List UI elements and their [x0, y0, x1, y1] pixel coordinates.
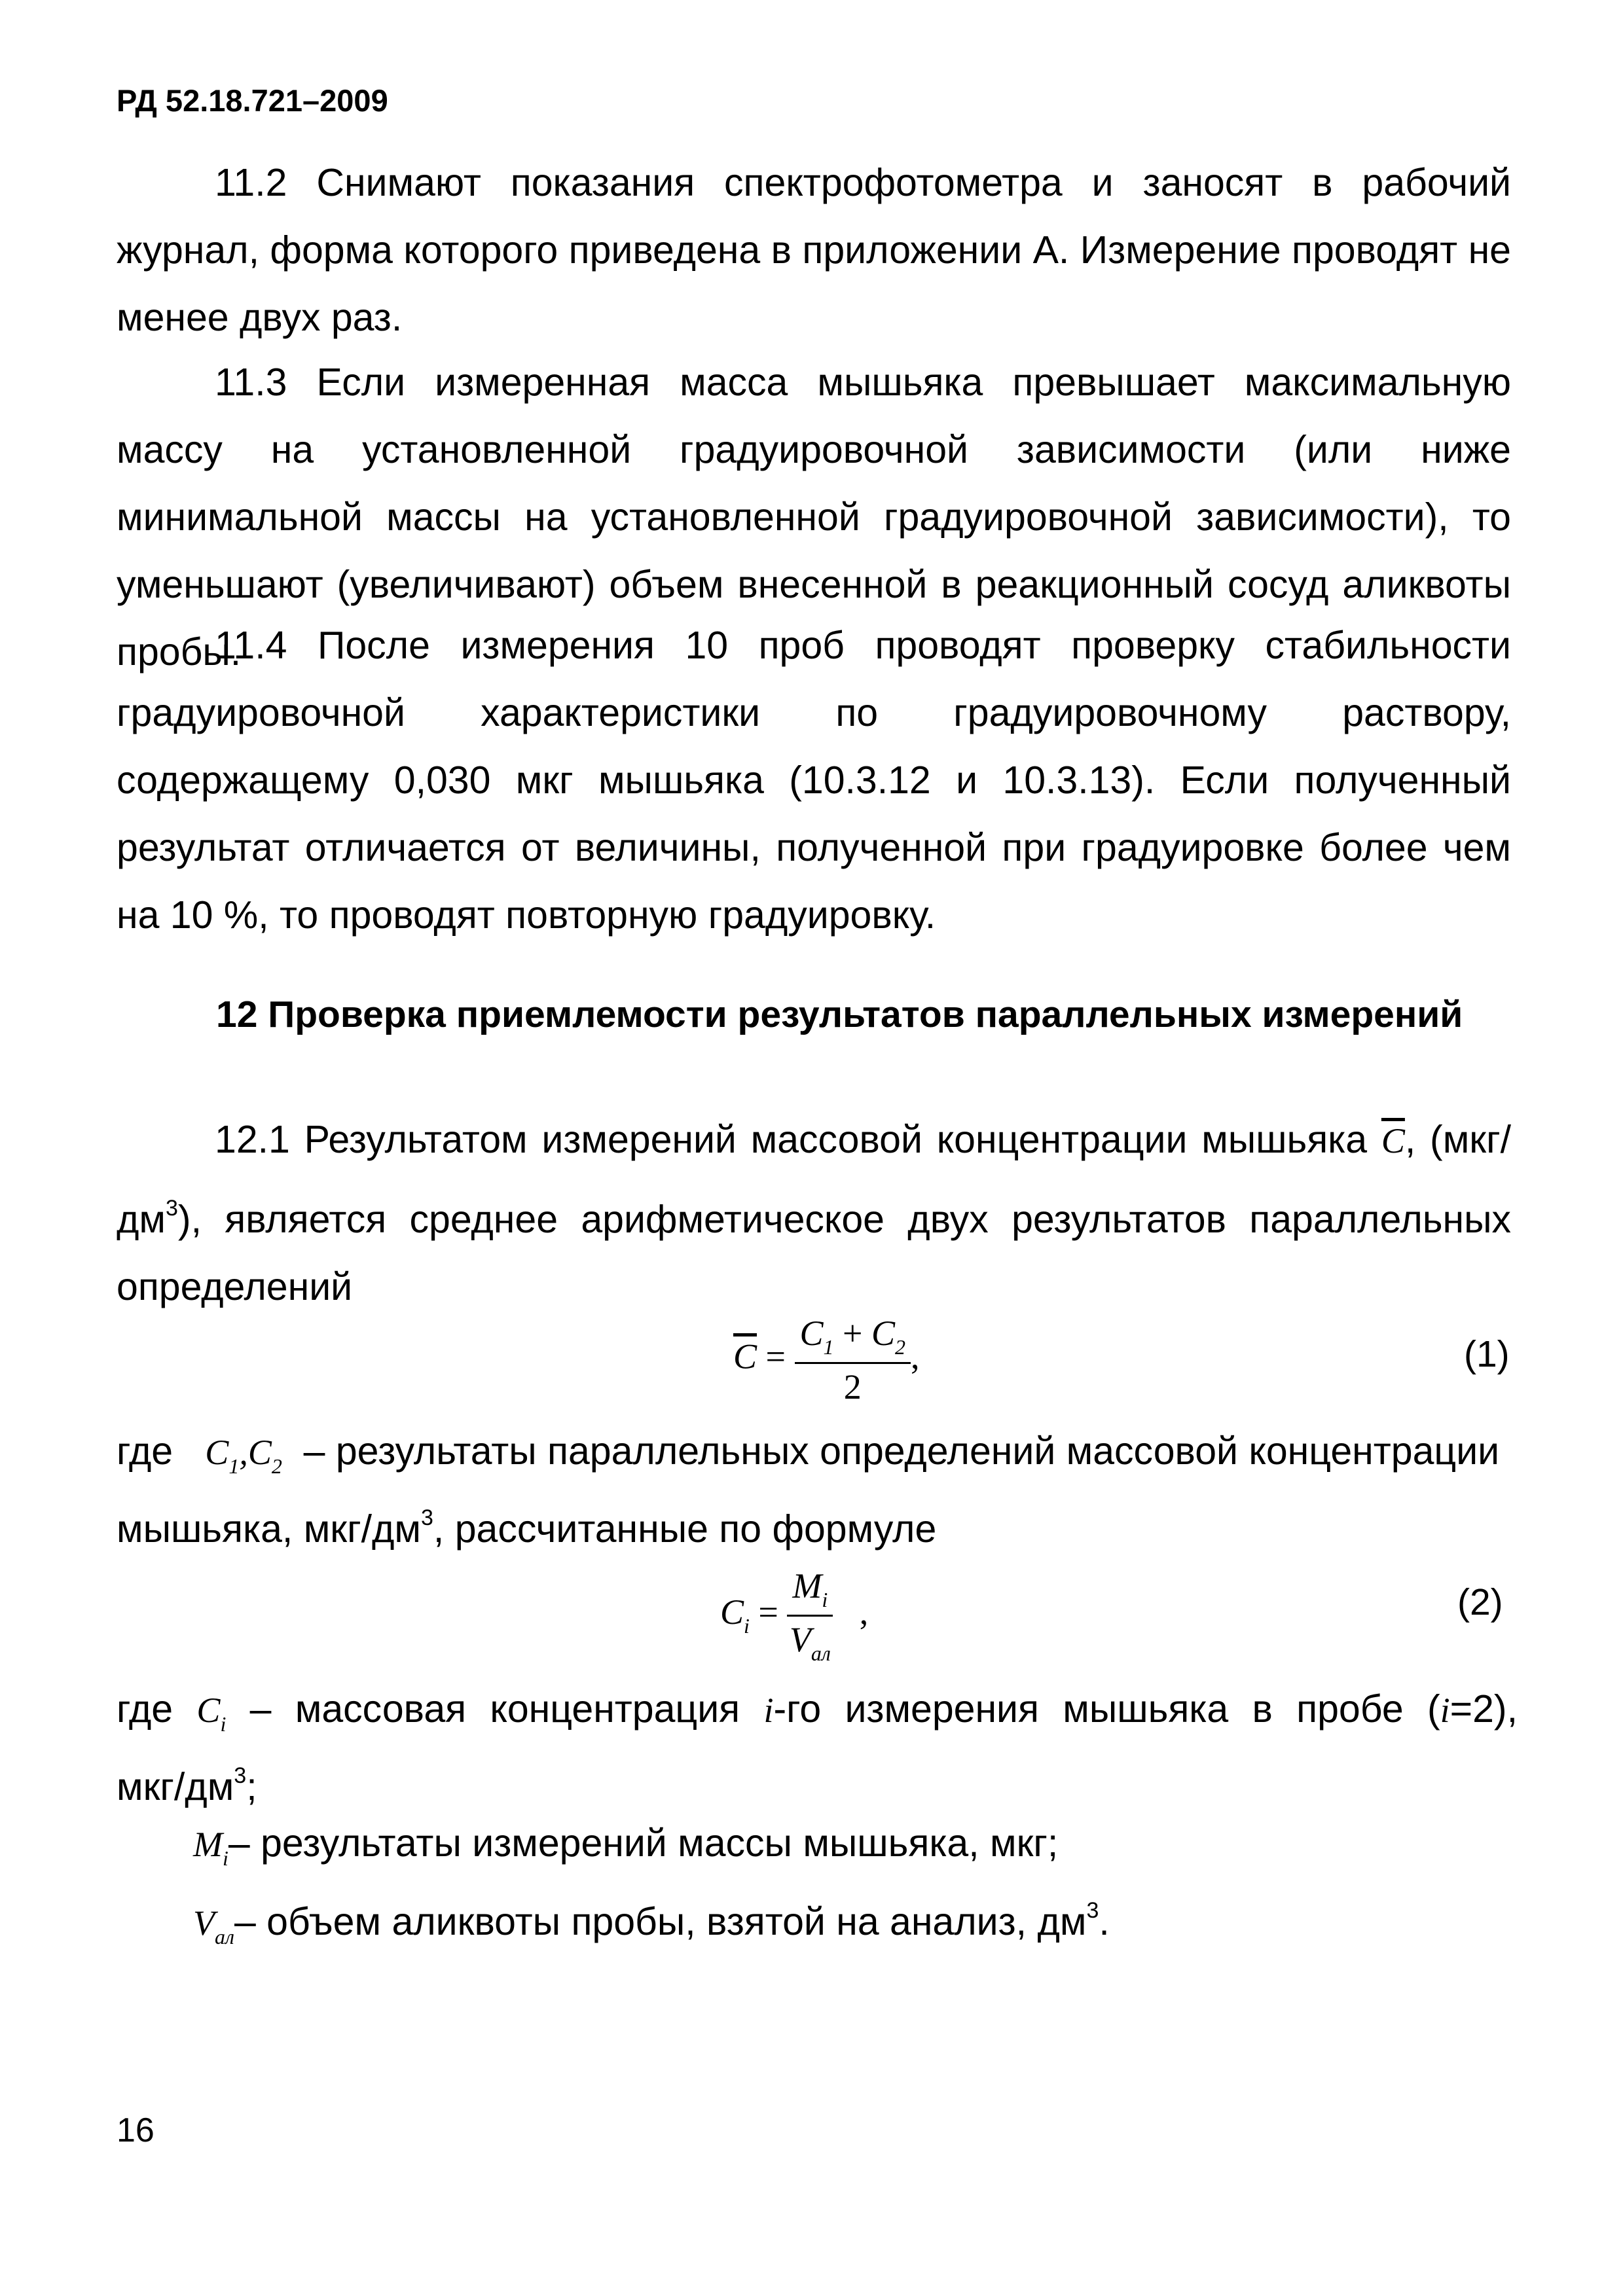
mi-subscript: i	[222, 1846, 228, 1870]
formula-2-denominator	[787, 1617, 833, 1666]
v-subscript: ал	[811, 1641, 831, 1665]
section-12-heading: 12 Проверка приемлемости результатов параллельных измерений	[216, 994, 1463, 1035]
where-v-line	[193, 1877, 1594, 1971]
c2-subscript: 2	[895, 1335, 906, 1359]
where-c1-c2-line-2	[117, 1484, 1518, 1563]
formula-1-eq: =	[765, 1336, 786, 1376]
period: .	[1099, 1900, 1110, 1943]
ci-subscript: i	[744, 1613, 750, 1638]
formula-2-number: (2)	[1457, 1581, 1503, 1623]
where-c1-c2-text: – результаты параллельных определений массовой концентрации	[303, 1429, 1500, 1473]
semicolon: ;	[246, 1765, 257, 1808]
formula-1-lhs: $\overline{C}$	[733, 1336, 757, 1376]
where-ci-text-a: – массовая концентрация	[249, 1687, 740, 1731]
paragraph-12-1-text-a: 12.1 Результатом измерений массовой концентрации мышьяка	[215, 1118, 1368, 1161]
formula-1	[733, 1313, 920, 1407]
i-symbol-2: i	[1440, 1691, 1450, 1730]
superscript-3: 3	[420, 1505, 433, 1530]
mi-subscript: i	[822, 1588, 828, 1611]
where-v-text: – объем аликвоты пробы, взятой на анализ, дм	[234, 1900, 1087, 1943]
document-code: РД 52.18.721–2009	[117, 83, 388, 118]
c2-symbol: C	[871, 1314, 896, 1353]
v-symbol: V	[789, 1620, 811, 1659]
unit-text: мышьяка, мкг/дм	[117, 1507, 421, 1551]
v-subscript: ал	[215, 1925, 234, 1948]
c1-symbol: C	[205, 1433, 229, 1472]
ci-subscript: i	[220, 1712, 227, 1736]
v-symbol: V	[193, 1903, 215, 1943]
where-ci-text-b: -го измерения мышьяка в пробе (	[773, 1687, 1440, 1731]
formula-1-fraction	[795, 1313, 911, 1407]
c1-symbol: C	[799, 1314, 824, 1353]
where-ci-text-c: =2),	[1450, 1687, 1518, 1731]
where-word: где	[117, 1687, 173, 1731]
ci-symbol: C	[720, 1592, 744, 1632]
formula-2-numerator	[787, 1566, 833, 1617]
c1-subscript: 1	[823, 1335, 834, 1359]
superscript-3: 3	[1086, 1898, 1099, 1923]
where-word: где	[117, 1429, 173, 1473]
page-number: 16	[117, 2111, 155, 2149]
plus-sign: +	[843, 1314, 863, 1353]
c2-symbol: C	[247, 1433, 272, 1472]
comma: ,	[239, 1433, 248, 1472]
superscript-3: 3	[234, 1763, 247, 1788]
formula-2-trail: ,	[859, 1592, 869, 1632]
paragraph-12-1-text-c: ), является среднее арифметическое двух результатов параллельных определений	[117, 1198, 1511, 1308]
formula-2-fraction	[787, 1566, 833, 1666]
mean-concentration-symbol: $\overline{C}$	[1381, 1121, 1405, 1160]
paragraph-12-1-text-b: , (мкг/дм	[117, 1118, 1511, 1241]
formula-ref-text: , рассчитанные по формуле	[433, 1507, 937, 1551]
where-mi-text: – результаты измерений массы мышьяка, мкг;	[228, 1821, 1059, 1865]
formula-2-eq: =	[758, 1592, 778, 1632]
formula-1-trail: ,	[911, 1336, 920, 1376]
formula-1-denominator: 2	[843, 1367, 862, 1407]
paragraph-11-4: 11.4 После измерения 10 проб проводят проверку стабильности градуировочной характеристики по градуировочному раствору, содержащему 0,030 мкг мышьяка (10.3.12 и 10.3.13). Если полученный результат отличается от величины, полученной при градуировке более чем на 10 %, то проводят повторную градуировку.	[117, 624, 1511, 937]
c2-subscript: 2	[271, 1454, 282, 1478]
formula-1-numerator	[795, 1313, 911, 1364]
paragraph-11-2: 11.2 Снимают показания спектрофотометра и заносят в рабочий журнал, форма которого приведена в приложении А. Измерение проводят не менее двух раз.	[117, 161, 1511, 339]
unit-text: мкг/дм	[117, 1765, 234, 1808]
c1-subscript: 1	[228, 1454, 240, 1478]
paragraph-11-3: 11.3 Если измеренная масса мышьяка превышает максимальную массу на установленной градуировочной зависимости (или ниже минимальной массы на установленной градуировочной зависимости), то уменьшают (увеличивают) объем внесенной в реакционный сосуд аликвоты пробы.	[117, 361, 1511, 673]
paragraph-12-1	[117, 1106, 1511, 1321]
superscript-3: 3	[166, 1196, 178, 1221]
mi-symbol: M	[193, 1825, 223, 1864]
formula-1-number: (1)	[1464, 1333, 1510, 1375]
i-symbol: i	[763, 1691, 774, 1730]
formula-2	[720, 1566, 868, 1666]
where-ci-line-2	[117, 1742, 1518, 1821]
mi-symbol: M	[792, 1566, 822, 1605]
ci-symbol: C	[196, 1691, 221, 1730]
